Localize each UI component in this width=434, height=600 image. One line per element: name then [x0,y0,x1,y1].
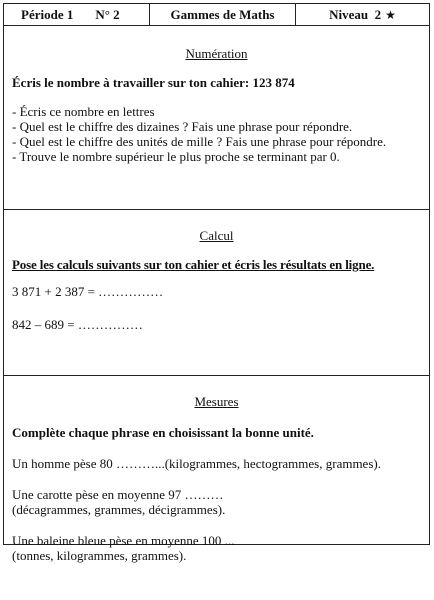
calcul-item-addition: 3 871 + 2 387 = …………… [12,284,164,299]
header-title-cell [150,4,296,25]
numeration-instruction: Écris le nombre à travailler sur ton cahier: 123 874 [12,75,295,90]
list-item: - Écris ce nombre en lettres [12,104,155,119]
calcul-title: Calcul [199,228,234,243]
mesures-question-baleine-line2: (tonnes, kilogrammes, grammes). [12,548,187,563]
mesures-instruction: Complète chaque phrase en choisissant la bonne unité. [12,425,314,440]
list-item: - Quel est le chiffre des unités de mille ? Fais une phrase pour répondre. [12,134,387,149]
numeration-section [4,46,429,210]
star-icon: ★ [385,7,396,22]
numeration-title: Numération [185,46,248,61]
calcul-item-subtraction: 842 – 689 = …………… [12,317,143,332]
numeration-list [12,104,421,164]
gammes-title: Gammes de Maths [170,6,275,22]
calcul-instruction: Pose les calculs suivants sur ton cahier et écris les résultats en ligne. [12,257,375,272]
periode-label: Période 1 [21,6,74,22]
list-item: - Trouve le nombre supérieur le plus proche se terminant par 0. [12,149,340,164]
header-bar [4,4,429,26]
mesures-question-carotte-line2: (décagrammes, grammes, décigrammes). [12,502,226,517]
header-periode-cell [4,4,150,25]
worksheet [3,3,430,563]
mesures-title: Mesures [194,394,239,409]
mesures-question-homme: Un homme pèse 80 ………...(kilogrammes, hectogrammes, grammes). [12,456,381,471]
numero-label: N° 2 [95,6,120,22]
mesures-question-carotte-line1: Une carotte pèse en moyenne 97 ……… [12,487,224,502]
niveau-label: Niveau 2 [329,6,382,22]
mesures-section [4,394,429,600]
mesures-question-baleine-line1: Une baleine bleue pèse en moyenne 100 ... [12,533,235,548]
list-item: - Quel est le chiffre des dizaines ? Fais une phrase pour répondre. [12,119,353,134]
calcul-section [4,228,429,376]
header-niveau-cell [296,4,429,25]
